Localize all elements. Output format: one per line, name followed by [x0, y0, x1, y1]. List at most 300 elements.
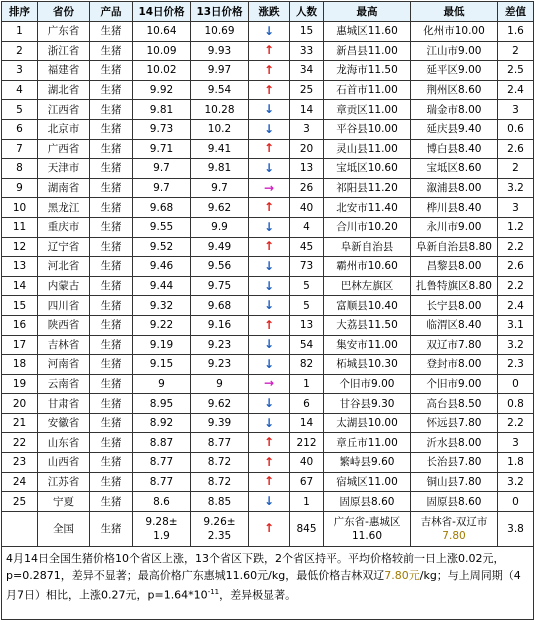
arrow-down-icon: ↓: [263, 337, 275, 352]
arrow-down-icon: ↓: [263, 258, 275, 273]
price-14-cell: 10.64: [133, 22, 191, 42]
diff-cell: 2.2: [498, 237, 534, 257]
diff-cell: 3.2: [498, 178, 534, 198]
count-cell: 20: [290, 139, 324, 159]
national-low: 吉林省-双辽市: [420, 515, 488, 528]
diff-cell: 3.1: [498, 315, 534, 335]
price-13-cell: 9.23: [191, 335, 249, 355]
diff-cell: 2.3: [498, 355, 534, 375]
national-product: 生猪: [90, 511, 133, 546]
count-cell: 33: [290, 41, 324, 61]
table-row: [2, 41, 534, 61]
arrow-up-icon: ↑: [263, 62, 275, 77]
high-cell: 石首市11.00: [324, 80, 411, 100]
product-cell: 生猪: [90, 41, 133, 61]
price-14-cell: 9.71: [133, 139, 191, 159]
national-high-value: 11.60: [351, 529, 383, 542]
low-cell: 延平区9.00: [411, 61, 498, 81]
low-cell: 高台县8.50: [411, 394, 498, 414]
trend-cell: [249, 374, 290, 394]
table-row: [2, 237, 534, 257]
count-cell: 1: [290, 492, 324, 512]
rank-cell: 3: [2, 61, 38, 81]
trend-cell: [249, 315, 290, 335]
table-row: [2, 217, 534, 237]
arrow-up-icon: ↑: [263, 82, 275, 97]
trend-cell: [249, 178, 290, 198]
trend-cell: [249, 472, 290, 492]
header-price-14: 14日价格: [133, 2, 191, 22]
province-cell: 广西省: [38, 139, 90, 159]
product-cell: 生猪: [90, 413, 133, 433]
price-table: [1, 1, 534, 620]
table-row: [2, 374, 534, 394]
arrow-down-icon: ↓: [263, 494, 275, 509]
table-row: [2, 159, 534, 179]
trend-cell: [249, 139, 290, 159]
low-cell: 长治县7.80: [411, 453, 498, 473]
arrow-down-icon: ↓: [263, 415, 275, 430]
table-row: [2, 355, 534, 375]
arrow-up-icon: ↑: [263, 239, 275, 254]
national-count: 845: [290, 511, 324, 546]
province-cell: 辽宁省: [38, 237, 90, 257]
high-cell: 宝坻区10.60: [324, 159, 411, 179]
table-body: [2, 22, 534, 620]
province-cell: 湖南省: [38, 178, 90, 198]
count-cell: 26: [290, 178, 324, 198]
arrow-up-icon: ↑: [263, 474, 275, 489]
table-row: [2, 472, 534, 492]
price-14-cell: 9.68: [133, 198, 191, 218]
count-cell: 34: [290, 61, 324, 81]
product-cell: 生猪: [90, 80, 133, 100]
price-13-cell: 8.77: [191, 433, 249, 453]
diff-cell: 2.5: [498, 61, 534, 81]
product-cell: 生猪: [90, 394, 133, 414]
trend-cell: [249, 198, 290, 218]
rank-cell: 1: [2, 22, 38, 42]
rank-cell: 10: [2, 198, 38, 218]
table-row: [2, 257, 534, 277]
province-cell: 江苏省: [38, 472, 90, 492]
rank-cell: 14: [2, 276, 38, 296]
national-price-13: 9.26±: [203, 515, 236, 528]
rank-cell: 6: [2, 119, 38, 139]
count-cell: 6: [290, 394, 324, 414]
product-cell: 生猪: [90, 335, 133, 355]
high-cell: 灵山县11.00: [324, 139, 411, 159]
price-14-cell: 9.7: [133, 178, 191, 198]
price-14-cell: 9.22: [133, 315, 191, 335]
arrow-up-icon: ↑: [263, 141, 275, 156]
price-13-cell: 9.75: [191, 276, 249, 296]
price-13-cell: 9.41: [191, 139, 249, 159]
arrow-up-icon: ↑: [263, 317, 275, 332]
price-13-cell: 9.62: [191, 394, 249, 414]
price-14-cell: 8.87: [133, 433, 191, 453]
table-row: [2, 198, 534, 218]
low-cell: 博白县8.40: [411, 139, 498, 159]
trend-cell: [249, 257, 290, 277]
high-cell: 柘城县10.30: [324, 355, 411, 375]
low-cell: 永川市9.00: [411, 217, 498, 237]
high-cell: 富顺县10.40: [324, 296, 411, 316]
product-cell: 生猪: [90, 315, 133, 335]
product-cell: 生猪: [90, 433, 133, 453]
trend-cell: [249, 61, 290, 81]
price-14-cell: 9.46: [133, 257, 191, 277]
diff-cell: 2.4: [498, 296, 534, 316]
trend-cell: [249, 100, 290, 120]
low-cell: 固原县8.60: [411, 492, 498, 512]
province-cell: 黑龙江: [38, 198, 90, 218]
arrow-right-icon: →: [263, 180, 275, 195]
table-row: [2, 335, 534, 355]
rank-cell: 4: [2, 80, 38, 100]
price-13-cell: 9.7: [191, 178, 249, 198]
price-14-cell: 10.09: [133, 41, 191, 61]
low-cell: 扎鲁特旗区8.80: [411, 276, 498, 296]
trend-cell: [249, 217, 290, 237]
national-row: [2, 511, 534, 546]
price-13-cell: 8.85: [191, 492, 249, 512]
high-cell: 章丘市11.00: [324, 433, 411, 453]
product-cell: 生猪: [90, 355, 133, 375]
high-cell: 霸州市10.60: [324, 257, 411, 277]
header-province: 省份: [38, 2, 90, 22]
national-rank-cell: [2, 511, 38, 546]
summary-text-c: ，差异极显著。: [219, 588, 297, 602]
count-cell: 73: [290, 257, 324, 277]
diff-cell: 2.4: [498, 80, 534, 100]
count-cell: 54: [290, 335, 324, 355]
high-cell: 惠城区11.60: [324, 22, 411, 42]
diff-cell: 3: [498, 100, 534, 120]
rank-cell: 19: [2, 374, 38, 394]
table-row: [2, 433, 534, 453]
province-cell: 宁夏: [38, 492, 90, 512]
count-cell: 212: [290, 433, 324, 453]
province-cell: 福建省: [38, 61, 90, 81]
count-cell: 1: [290, 374, 324, 394]
rank-cell: 15: [2, 296, 38, 316]
product-cell: 生猪: [90, 296, 133, 316]
high-cell: 大荔县11.50: [324, 315, 411, 335]
product-cell: 生猪: [90, 61, 133, 81]
count-cell: 15: [290, 22, 324, 42]
high-cell: 祁阳县11.20: [324, 178, 411, 198]
product-cell: 生猪: [90, 237, 133, 257]
price-14-cell: 8.77: [133, 453, 191, 473]
national-low-cell: [411, 511, 498, 546]
province-cell: 陕西省: [38, 315, 90, 335]
trend-cell: [249, 413, 290, 433]
national-price-14-sd: 1.9: [153, 529, 170, 542]
count-cell: 13: [290, 159, 324, 179]
summary-text-a: 4月14日全国生猪价格10个省区上涨，13个省区下跌，2个省区持平。平均价格较前一日上涨0.02元，p=0.2871，差异不显著；最高价格广东惠城11.60元/kg，最低价格吉林双辽: [6, 551, 505, 582]
diff-cell: 0: [498, 374, 534, 394]
low-cell: 沂水县8.00: [411, 433, 498, 453]
arrow-down-icon: ↓: [263, 278, 275, 293]
diff-cell: 1.6: [498, 22, 534, 42]
high-cell: 个旧市9.00: [324, 374, 411, 394]
diff-cell: 3.2: [498, 335, 534, 355]
arrow-down-icon: ↓: [263, 102, 275, 117]
table-row: [2, 80, 534, 100]
province-cell: 重庆市: [38, 217, 90, 237]
header-count: 人数: [290, 2, 324, 22]
diff-cell: 2.6: [498, 257, 534, 277]
product-cell: 生猪: [90, 22, 133, 42]
diff-cell: 0.6: [498, 119, 534, 139]
arrow-up-icon: ↑: [263, 454, 275, 469]
arrow-up-icon: ↑: [263, 200, 275, 215]
price-14-cell: 8.92: [133, 413, 191, 433]
diff-cell: 0.8: [498, 394, 534, 414]
count-cell: 67: [290, 472, 324, 492]
price-14-cell: 8.6: [133, 492, 191, 512]
header-product: 产品: [90, 2, 133, 22]
header-low: 最低: [411, 2, 498, 22]
price-13-cell: 9.39: [191, 413, 249, 433]
province-cell: 河北省: [38, 257, 90, 277]
table-row: [2, 119, 534, 139]
header-price-13: 13日价格: [191, 2, 249, 22]
trend-cell: [249, 237, 290, 257]
price-13-cell: 9.16: [191, 315, 249, 335]
low-cell: 长宁县8.00: [411, 296, 498, 316]
table-row: [2, 22, 534, 42]
diff-cell: 2.6: [498, 139, 534, 159]
province-cell: 安徽省: [38, 413, 90, 433]
arrow-down-icon: ↓: [263, 219, 275, 234]
high-cell: 繁峙县9.60: [324, 453, 411, 473]
price-13-cell: 9.23: [191, 355, 249, 375]
diff-cell: 3: [498, 433, 534, 453]
product-cell: 生猪: [90, 100, 133, 120]
header-high: 最高: [324, 2, 411, 22]
national-trend-cell: [249, 511, 290, 546]
product-cell: 生猪: [90, 257, 133, 277]
diff-cell: 3.2: [498, 472, 534, 492]
low-cell: 昌黎县8.00: [411, 257, 498, 277]
low-cell: 荆州区8.60: [411, 80, 498, 100]
low-cell: 化州市10.00: [411, 22, 498, 42]
diff-cell: 3: [498, 198, 534, 218]
count-cell: 14: [290, 413, 324, 433]
low-cell: 宝坻区8.60: [411, 159, 498, 179]
province-cell: 江西省: [38, 100, 90, 120]
table-row: [2, 413, 534, 433]
high-cell: 宿城区11.00: [324, 472, 411, 492]
table-header-row: [2, 2, 534, 22]
province-cell: 天津市: [38, 159, 90, 179]
arrow-down-icon: ↓: [263, 396, 275, 411]
product-cell: 生猪: [90, 472, 133, 492]
table-row: [2, 61, 534, 81]
rank-cell: 17: [2, 335, 38, 355]
province-cell: 吉林省: [38, 335, 90, 355]
product-cell: 生猪: [90, 453, 133, 473]
national-low-value: 7.80: [442, 529, 466, 542]
rank-cell: 21: [2, 413, 38, 433]
trend-cell: [249, 119, 290, 139]
low-cell: 江山市9.00: [411, 41, 498, 61]
rank-cell: 12: [2, 237, 38, 257]
summary-exponent: -11: [207, 587, 220, 596]
trend-cell: [249, 41, 290, 61]
province-cell: 山东省: [38, 433, 90, 453]
price-report: [1, 1, 534, 620]
province-cell: 湖北省: [38, 80, 90, 100]
low-cell: 瑞金市8.00: [411, 100, 498, 120]
rank-cell: 24: [2, 472, 38, 492]
diff-cell: 1.2: [498, 217, 534, 237]
product-cell: 生猪: [90, 119, 133, 139]
high-cell: 平谷县10.00: [324, 119, 411, 139]
price-14-cell: 9.81: [133, 100, 191, 120]
arrow-up-icon: ↑: [263, 435, 275, 450]
price-14-cell: 9.19: [133, 335, 191, 355]
table-row: [2, 178, 534, 198]
low-cell: 登封市8.00: [411, 355, 498, 375]
price-14-cell: 9.32: [133, 296, 191, 316]
price-13-cell: 10.28: [191, 100, 249, 120]
national-high-cell: [324, 511, 411, 546]
diff-cell: 2.2: [498, 276, 534, 296]
diff-cell: 0: [498, 492, 534, 512]
price-14-cell: 9.92: [133, 80, 191, 100]
price-13-cell: 8.72: [191, 472, 249, 492]
rank-cell: 11: [2, 217, 38, 237]
arrow-down-icon: ↓: [263, 23, 275, 38]
low-cell: 延庆县9.40: [411, 119, 498, 139]
count-cell: 5: [290, 276, 324, 296]
table-row: [2, 276, 534, 296]
rank-cell: 18: [2, 355, 38, 375]
count-cell: 13: [290, 315, 324, 335]
high-cell: 阜新自治县: [324, 237, 411, 257]
table-row: [2, 139, 534, 159]
rank-cell: 16: [2, 315, 38, 335]
province-cell: 河南省: [38, 355, 90, 375]
arrow-down-icon: ↓: [263, 356, 275, 371]
price-13-cell: 9.49: [191, 237, 249, 257]
low-cell: 临渭区8.40: [411, 315, 498, 335]
price-13-cell: 9.97: [191, 61, 249, 81]
diff-cell: 1.8: [498, 453, 534, 473]
arrow-down-icon: ↓: [263, 121, 275, 136]
low-cell: 双辽市7.80: [411, 335, 498, 355]
product-cell: 生猪: [90, 159, 133, 179]
product-cell: 生猪: [90, 198, 133, 218]
national-label: 全国: [38, 511, 90, 546]
price-13-cell: 9.68: [191, 296, 249, 316]
arrow-right-icon: →: [263, 376, 275, 391]
price-14-cell: 8.77: [133, 472, 191, 492]
arrow-up-icon: ↑: [263, 43, 275, 58]
product-cell: 生猪: [90, 139, 133, 159]
price-13-cell: 10.69: [191, 22, 249, 42]
trend-cell: [249, 22, 290, 42]
trend-cell: [249, 296, 290, 316]
high-cell: 合川市10.20: [324, 217, 411, 237]
high-cell: 甘谷县9.30: [324, 394, 411, 414]
trend-cell: [249, 433, 290, 453]
trend-cell: [249, 80, 290, 100]
high-cell: 章贡区11.00: [324, 100, 411, 120]
national-diff: 3.8: [498, 511, 534, 546]
summary-text-b: /kg；与上周同期（4月7日）相比，上涨0.27元，p=1.64*10: [6, 568, 521, 602]
diff-cell: 2: [498, 159, 534, 179]
national-price-14: 9.28±: [145, 515, 178, 528]
table-row: [2, 492, 534, 512]
national-price-13-cell: [191, 511, 249, 546]
product-cell: 生猪: [90, 178, 133, 198]
low-cell: 阜新自治县8.80: [411, 237, 498, 257]
count-cell: 40: [290, 453, 324, 473]
count-cell: 14: [290, 100, 324, 120]
price-13-cell: 9.56: [191, 257, 249, 277]
trend-cell: [249, 394, 290, 414]
arrow-down-icon: ↓: [263, 298, 275, 313]
rank-cell: 7: [2, 139, 38, 159]
product-cell: 生猪: [90, 492, 133, 512]
rank-cell: 13: [2, 257, 38, 277]
rank-cell: 8: [2, 159, 38, 179]
header-trend: 涨跌: [249, 2, 290, 22]
table-row: [2, 315, 534, 335]
trend-cell: [249, 335, 290, 355]
count-cell: 82: [290, 355, 324, 375]
header-diff: 差值: [498, 2, 534, 22]
table-row: [2, 296, 534, 316]
price-14-cell: 9.55: [133, 217, 191, 237]
province-cell: 四川省: [38, 296, 90, 316]
trend-cell: [249, 453, 290, 473]
price-13-cell: 8.72: [191, 453, 249, 473]
count-cell: 3: [290, 119, 324, 139]
trend-cell: [249, 159, 290, 179]
price-14-cell: 9.52: [133, 237, 191, 257]
diff-cell: 2: [498, 41, 534, 61]
summary-low-price: 7.80元: [384, 568, 420, 582]
price-13-cell: 9.54: [191, 80, 249, 100]
count-cell: 25: [290, 80, 324, 100]
high-cell: 龙海市11.50: [324, 61, 411, 81]
high-cell: 太湖县10.00: [324, 413, 411, 433]
high-cell: 新昌县11.00: [324, 41, 411, 61]
low-cell: 怀远县7.80: [411, 413, 498, 433]
product-cell: 生猪: [90, 374, 133, 394]
high-cell: 巴林左旗区: [324, 276, 411, 296]
trend-cell: [249, 355, 290, 375]
price-14-cell: 9.7: [133, 159, 191, 179]
price-14-cell: 10.02: [133, 61, 191, 81]
trend-cell: [249, 492, 290, 512]
table-row: [2, 453, 534, 473]
price-13-cell: 9.9: [191, 217, 249, 237]
price-14-cell: 9.44: [133, 276, 191, 296]
province-cell: 广东省: [38, 22, 90, 42]
province-cell: 北京市: [38, 119, 90, 139]
header-rank: 排序: [2, 2, 38, 22]
product-cell: 生猪: [90, 217, 133, 237]
price-13-cell: 9: [191, 374, 249, 394]
national-price-14-cell: [133, 511, 191, 546]
low-cell: 溆浦县8.00: [411, 178, 498, 198]
